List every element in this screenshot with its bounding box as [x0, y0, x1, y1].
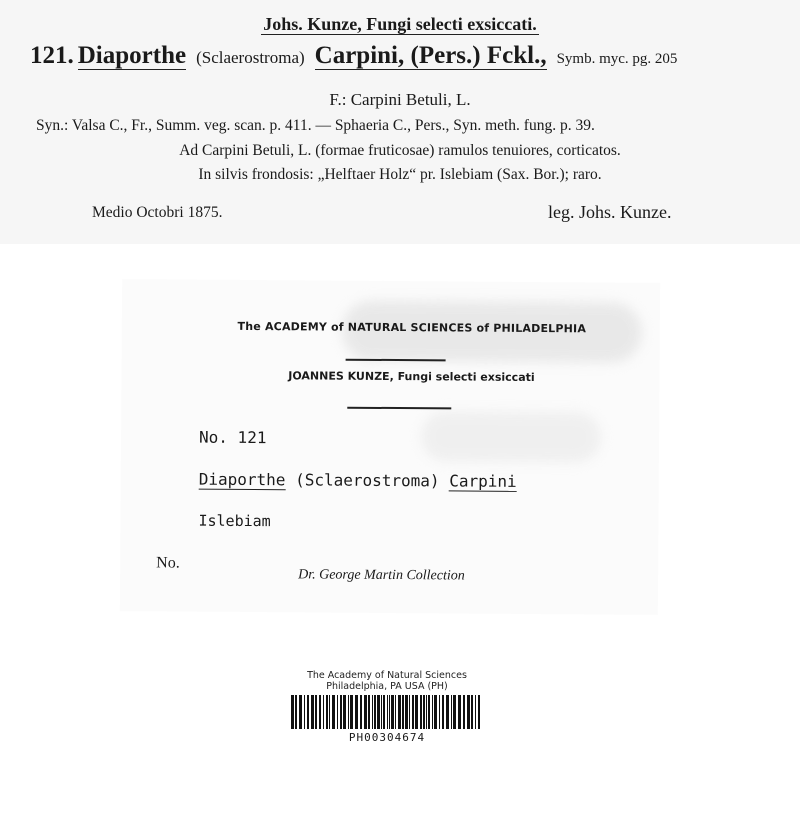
- specimen-number: 121.: [30, 42, 74, 69]
- barcode-institution: The Academy of Natural Sciences: [307, 670, 467, 681]
- card-taxon: [199, 470, 517, 491]
- card-number: No. 121: [198, 427, 267, 448]
- card-genus: Diaporthe: [198, 469, 286, 490]
- barcode-number: PH00304674: [348, 731, 426, 744]
- divider: [347, 407, 451, 409]
- card-species: Carpini: [449, 471, 517, 491]
- academy-card: [120, 279, 660, 615]
- synonymy-line: Syn.: Valsa C., Fr., Summ. veg. scan. p. 411. — Sphaeria C., Pers., Syn. meth. fung. p. 39.: [36, 117, 595, 134]
- card-subgenus: (Sclaerostroma): [295, 470, 440, 491]
- exsiccata-label: [0, 0, 800, 244]
- genus-name: Diaporthe: [77, 42, 187, 69]
- locality-line: In silvis frondosis: „Helftaer Holz“ pr. Islebiam (Sax. Bor.); raro.: [198, 166, 602, 183]
- collection-date: Medio Octobri 1875.: [92, 204, 223, 221]
- stain-mark: [421, 411, 601, 462]
- barcode-image: [291, 695, 483, 729]
- collection-name: Dr. George Martin Collection: [298, 567, 465, 584]
- forma-line: F.: Carpini Betuli, L.: [329, 90, 471, 109]
- series-title: Johs. Kunze, Fungi selecti exsiccati.: [263, 14, 537, 34]
- card-series-title: JOANNES KUNZE, Fungi selecti exsiccati: [288, 369, 535, 385]
- symbolae-reference: Symb. myc. pg. 205: [556, 51, 678, 67]
- habitat-line: Ad Carpini Betuli, L. (formae fruticosae) ramulos tenuiores, corticatos.: [179, 142, 621, 159]
- taxon-heading: [30, 42, 677, 70]
- barcode-label: [282, 668, 492, 748]
- card-locality: Islebiam: [198, 511, 271, 531]
- barcode-location: Philadelphia, PA USA (PH): [326, 681, 448, 692]
- subgenus-name: (Sclaerostroma): [196, 48, 305, 67]
- card-no-label: No.: [156, 554, 180, 572]
- species-name: Carpini, (Pers.) Fckl.,: [314, 42, 547, 69]
- institution-heading: The ACADEMY of NATURAL SCIENCES of PHILADELPHIA: [237, 319, 587, 336]
- collector-line: leg. Johs. Kunze.: [548, 202, 672, 222]
